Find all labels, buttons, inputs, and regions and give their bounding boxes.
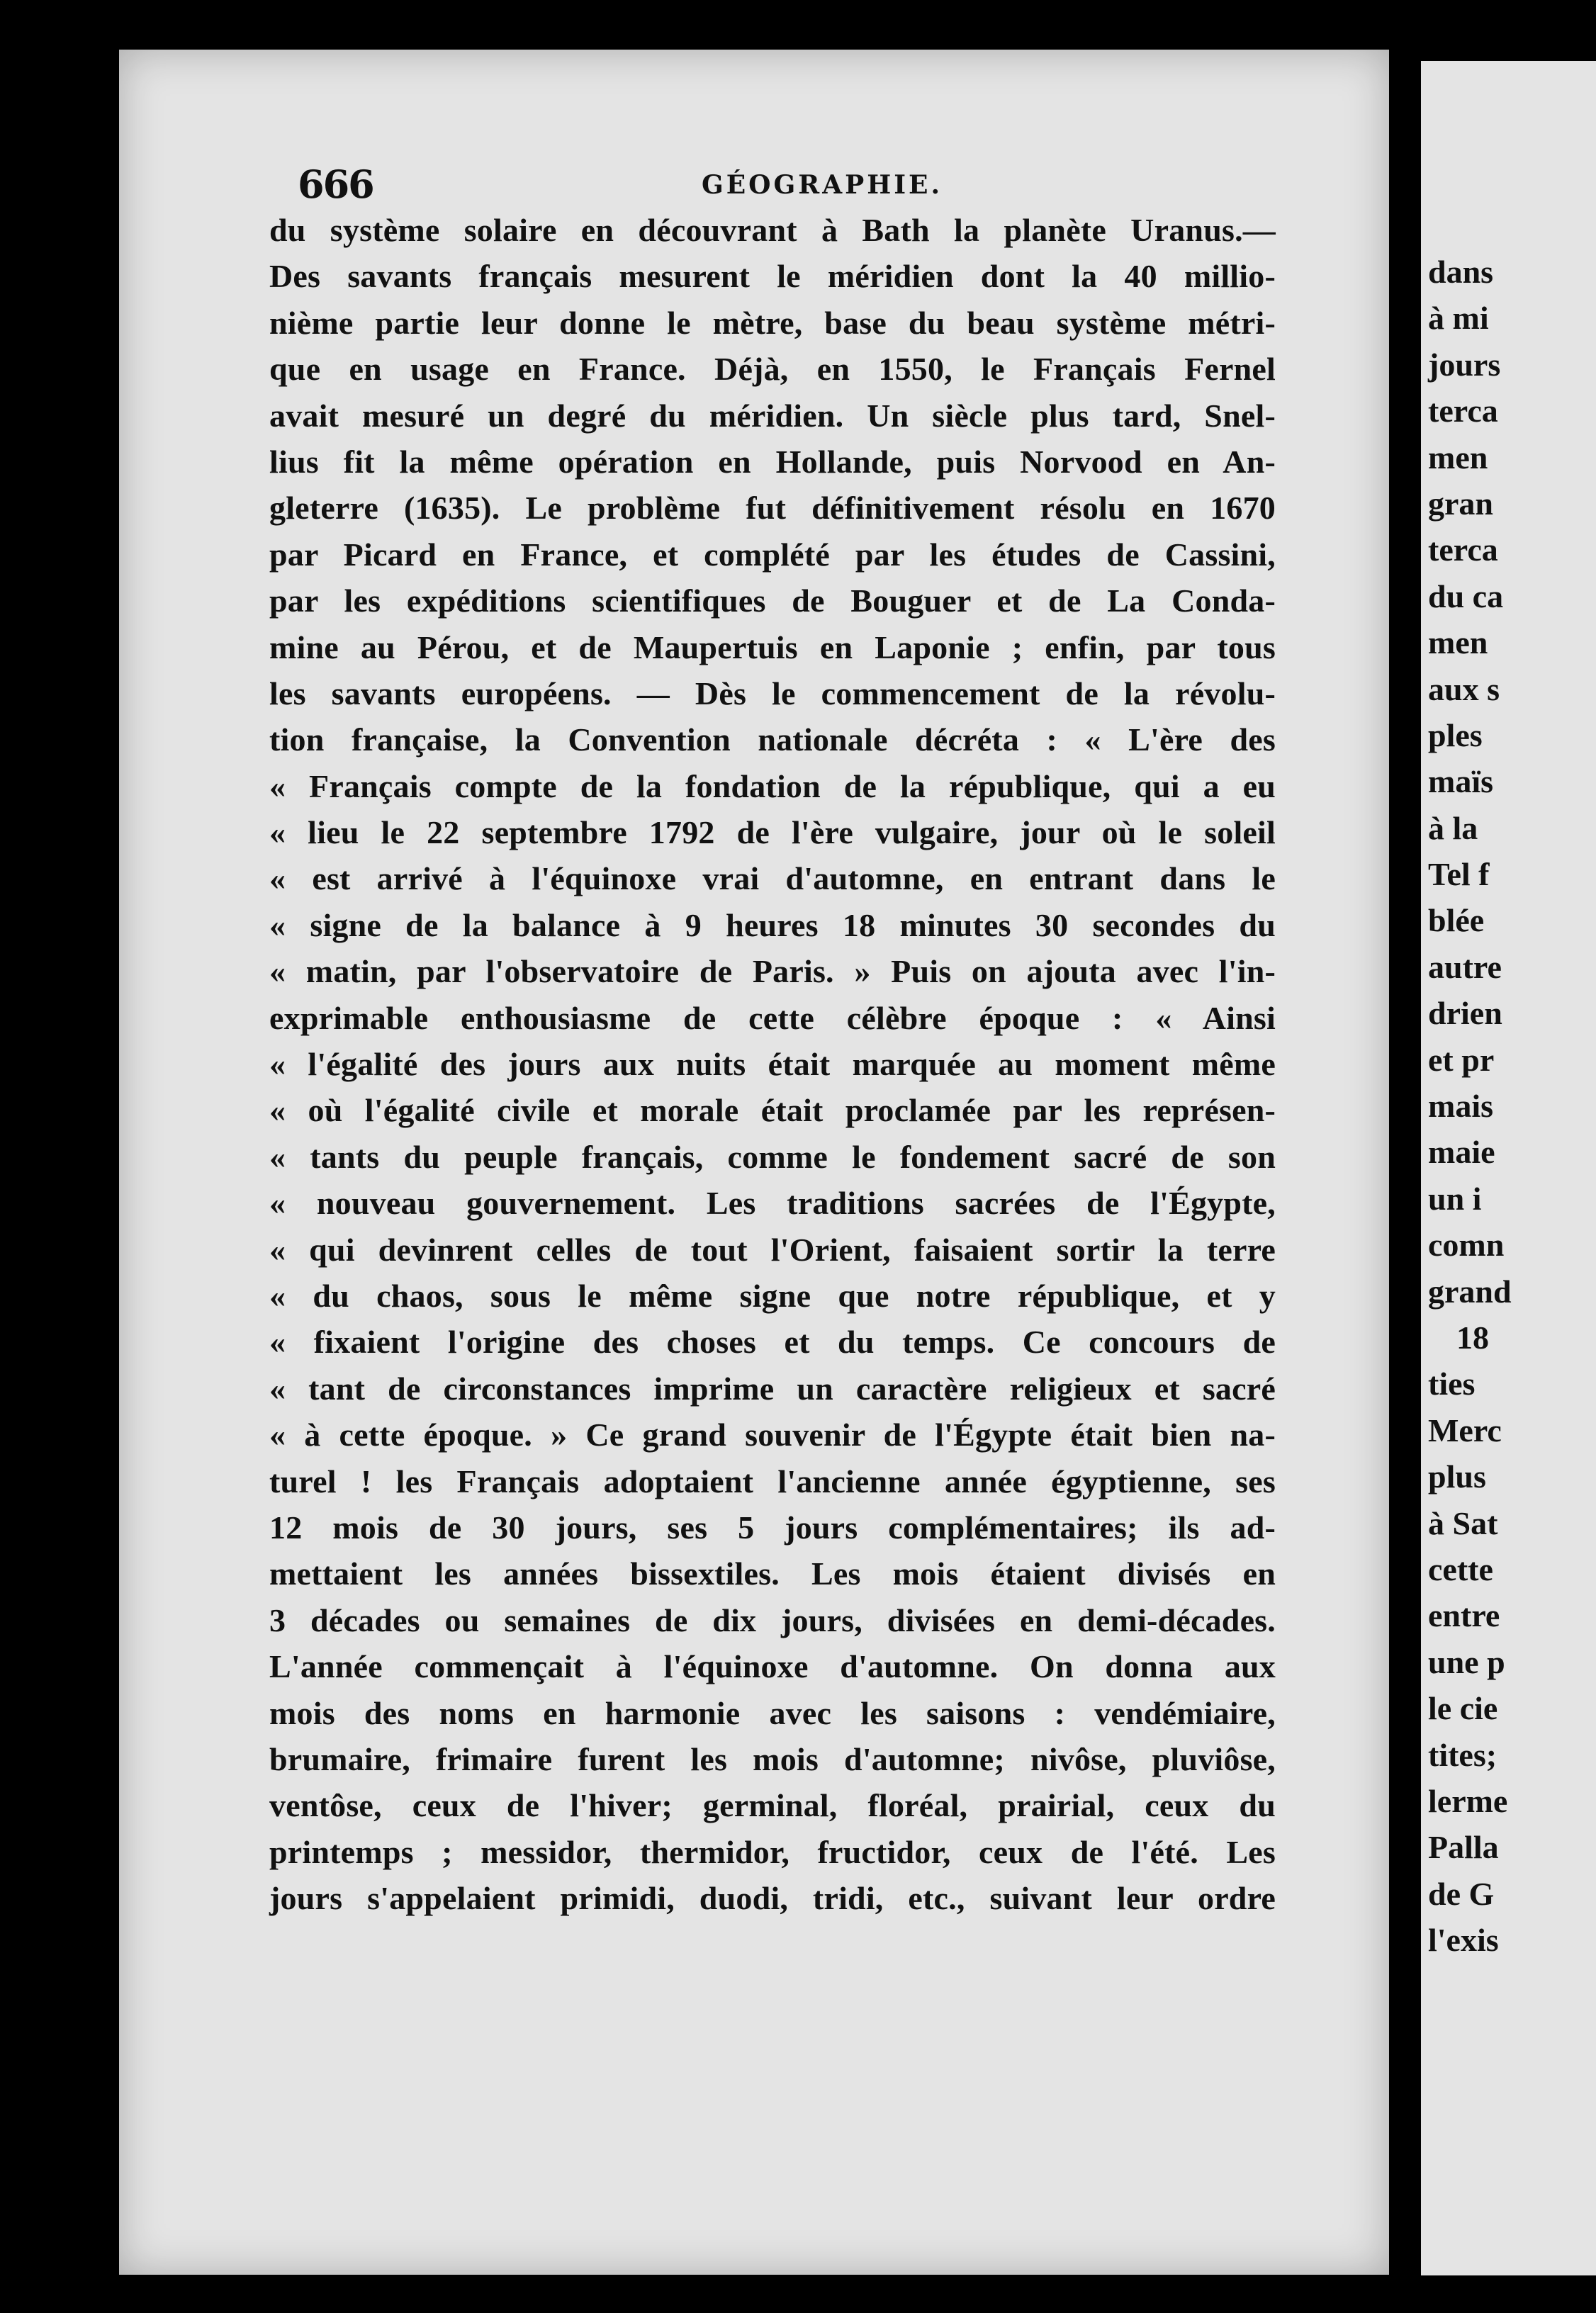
text-line: printemps ; messidor, thermidor, fructidor, ceux de l'été. Les [269, 1833, 1276, 1870]
text-line: tion française, la Convention nationale décréta : « L'ère des [269, 721, 1276, 758]
right-page-line: dans [1428, 254, 1494, 290]
text-line: nième partie leur donne le mètre, base du beau système métri- [269, 304, 1276, 341]
page-number: 666 [298, 162, 373, 207]
right-page-line: et pr [1428, 1041, 1495, 1078]
text-line: par les expéditions scientifiques de Bouguer et de La Conda- [269, 583, 1276, 619]
right-page-line: 18 [1456, 1319, 1489, 1356]
text-line: avait mesuré un degré du méridien. Un siècle plus tard, Snel- [269, 397, 1276, 434]
right-page-line: entre [1428, 1597, 1500, 1634]
right-page-line: men [1428, 439, 1488, 475]
right-page-line: à la [1428, 809, 1478, 846]
right-page-line: maie [1428, 1134, 1495, 1171]
right-page-line: tites; [1428, 1736, 1497, 1773]
right-page-line: terca [1428, 531, 1498, 568]
body-text [269, 207, 1276, 1921]
text-line: par Picard en France, et complété par les études de Cassini, [269, 536, 1276, 573]
right-page-line: lerme [1428, 1782, 1508, 1819]
right-page-line: de G [1428, 1875, 1495, 1912]
text-line: « fixaient l'origine des choses et du temps. Ce concours de [269, 1324, 1276, 1361]
right-page-line: ties [1428, 1366, 1476, 1402]
text-line: « du chaos, sous le même signe que notre république, et y [269, 1277, 1276, 1314]
right-page-line: à Sat [1428, 1504, 1498, 1541]
right-page-line: cette [1428, 1551, 1493, 1587]
right-page-line: gran [1428, 485, 1493, 522]
text-line: « matin, par l'observatoire de Paris. » Puis on ajouta avec l'in- [269, 953, 1276, 990]
right-page-line: du ca [1428, 578, 1504, 614]
text-line: « Français compte de la fondation de la république, qui a eu [269, 767, 1276, 804]
text-line: Des savants français mesurent le méridien dont la 40 millio- [269, 258, 1276, 295]
text-line: mettaient les années bissextiles. Les mois étaient divisés en [269, 1555, 1276, 1592]
text-line: que en usage en France. Déjà, en 1550, le Français Fernel [269, 351, 1276, 388]
text-line: 12 mois de 30 jours, ses 5 jours complémentaires; ils ad- [269, 1509, 1276, 1546]
right-page-line: un i [1428, 1180, 1482, 1217]
right-page-line: ples [1428, 716, 1483, 753]
text-line: « qui devinrent celles de tout l'Orient, faisaient sortir la terre [269, 1231, 1276, 1268]
right-page-line: Palla [1428, 1829, 1499, 1866]
right-page-line: mais [1428, 1088, 1493, 1125]
text-line: « à cette époque. » Ce grand souvenir de l'Égypte était bien na- [269, 1417, 1276, 1453]
text-line: ventôse, ceux de l'hiver; germinal, floréal, prairial, ceux du [269, 1787, 1276, 1824]
right-page [1421, 61, 1596, 2275]
text-line: exprimable enthousiasme de cette célèbre époque : « Ainsi [269, 999, 1276, 1036]
right-page-line: plus [1428, 1458, 1486, 1495]
right-page-line: maïs [1428, 763, 1493, 800]
right-page-line: l'exis [1428, 1922, 1499, 1959]
text-line: du système solaire en découvrant à Bath la planète Uranus.— [269, 212, 1276, 248]
right-page-line: à mi [1428, 300, 1489, 337]
right-page-line: Merc [1428, 1412, 1502, 1448]
page-gutter [1389, 50, 1421, 2282]
right-page-line: le cie [1428, 1690, 1498, 1727]
text-line: « signe de la balance à 9 heures 18 minutes 30 secondes du [269, 906, 1276, 943]
text-line: « l'égalité des jours aux nuits était marquée au moment même [269, 1046, 1276, 1083]
text-line: lius fit la même opération en Hollande, puis Norvood en An- [269, 443, 1276, 480]
right-page-line: men [1428, 624, 1488, 661]
text-line: « tant de circonstances imprime un caractère religieux et sacré [269, 1370, 1276, 1407]
text-line: jours s'appelaient primidi, duodi, tridi, etc., suivant leur ordre [269, 1880, 1276, 1917]
right-page-line: une p [1428, 1643, 1505, 1680]
text-line: « est arrivé à l'équinoxe vrai d'automne, en entrant dans le [269, 860, 1276, 897]
text-line: turel ! les Français adoptaient l'ancienne année égyptienne, ses [269, 1463, 1276, 1499]
text-line: brumaire, frimaire furent les mois d'automne; nivôse, pluviôse, [269, 1740, 1276, 1777]
text-line: mois des noms en harmonie avec les saisons : vendémiaire, [269, 1694, 1276, 1731]
text-line: gleterre (1635). Le problème fut définitivement résolu en 1670 [269, 490, 1276, 527]
page-header [298, 162, 1311, 207]
text-line: 3 décades ou semaines de dix jours, divisées en demi-décades. [269, 1602, 1276, 1638]
text-line: « où l'égalité civile et morale était proclamée par les représen- [269, 1092, 1276, 1129]
right-page-line: drien [1428, 995, 1502, 1032]
right-page-line: aux s [1428, 670, 1500, 707]
running-head: GÉOGRAPHIE. [702, 170, 943, 200]
text-line: L'année commençait à l'équinoxe d'automne. On donna aux [269, 1648, 1276, 1685]
text-line: les savants européens. — Dès le commencement de la révolu- [269, 675, 1276, 711]
text-line: « nouveau gouvernement. Les traditions sacrées de l'Égypte, [269, 1185, 1276, 1222]
right-page-line: comn [1428, 1227, 1505, 1264]
right-page-text [1428, 249, 1596, 1963]
right-page-line: Tel f [1428, 856, 1490, 893]
right-page-line: blée [1428, 902, 1485, 939]
text-line: mine au Pérou, et de Maupertuis en Laponie ; enfin, par tous [269, 629, 1276, 665]
text-line: « lieu le 22 septembre 1792 de l'ère vulgaire, jour où le soleil [269, 814, 1276, 851]
text-line: « tants du peuple français, comme le fondement sacré de son [269, 1138, 1276, 1175]
right-page-line: terca [1428, 393, 1498, 429]
right-page-line: grand [1428, 1273, 1512, 1310]
right-page-line: jours [1428, 346, 1501, 383]
right-page-line: autre [1428, 948, 1502, 985]
